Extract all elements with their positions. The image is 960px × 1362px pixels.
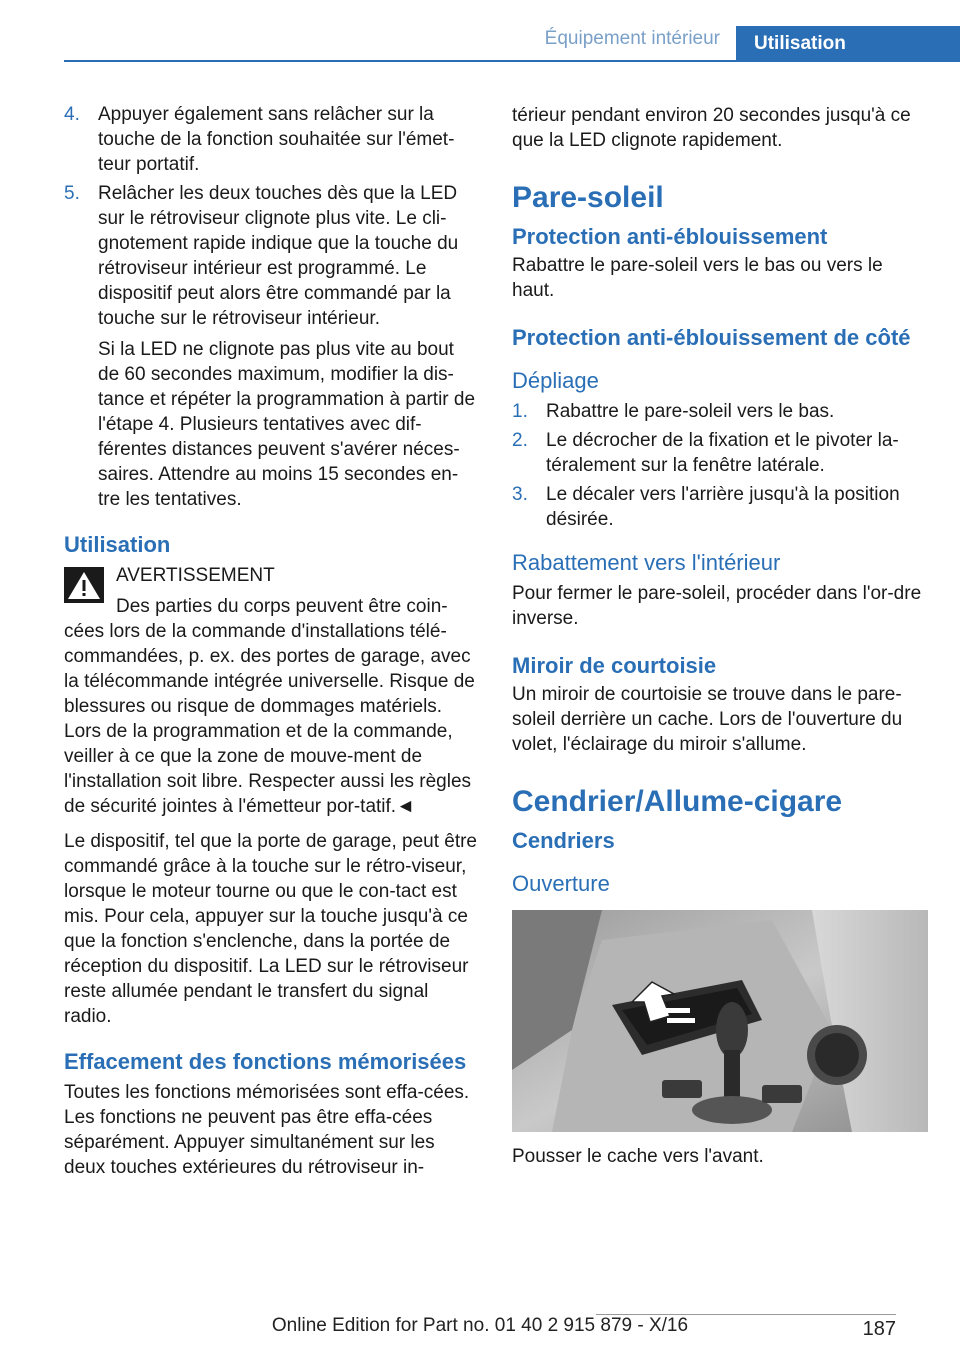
step-text: Appuyer également sans relâcher sur la touche de la fonction souhaitée sur l'émet‐teur portatif. — [98, 104, 455, 175]
warning-block — [64, 563, 480, 819]
heading-effacement: Effacement des fonctions mémorisées — [64, 1049, 467, 1074]
footer-edition: Online Edition for Part no. 01 40 2 915 879 - X/16 — [271, 1315, 689, 1336]
step-number: 3. — [512, 484, 528, 505]
step-text: Relâcher les deux touches dès que la LED sur le rétroviseur clignote plus vite. Le cli‐gnotement rapide indique que la touche du rétroviseur intérieur est programmé. Le dispositif peut alors être commandé par la touche sur le rétroviseur intérieur. — [98, 183, 459, 329]
page-number: 187 — [862, 1318, 896, 1340]
left-column — [64, 102, 480, 1190]
warning-icon — [64, 567, 104, 603]
step-number: 1. — [512, 401, 528, 422]
list-item — [64, 181, 480, 331]
list-item — [512, 428, 928, 478]
heading-cendrier: Cendrier/Allume-cigare — [512, 785, 843, 818]
list-item — [512, 482, 928, 532]
heading-utilisation: Utilisation — [64, 532, 171, 557]
effacement-text: Toutes les fonctions mémorisées sont effa‐cées. Les fonctions ne peuvent pas être effa‐cées séparément. Appuyer simultanément sur les deux touches extérieures du rétroviseur in‐ — [64, 1082, 470, 1178]
heading-depliage: Dépliage — [512, 368, 599, 393]
heading-rabattement: Rabattement vers l'intérieur — [512, 550, 781, 575]
miroir-text: Un miroir de courtoisie se trouve dans le pare-soleil derrière un cache. Lors de l'ouverture du volet, l'éclairage du miroir s'allume. — [512, 684, 903, 755]
ashtray-photo — [512, 910, 928, 1132]
step-text: Le décrocher de la fixation et le pivoter la‐téralement sur la fenêtre latérale. — [546, 430, 899, 476]
photo-caption: Pousser le cache vers l'avant. — [512, 1146, 764, 1167]
heading-pare-soleil: Pare-soleil — [512, 181, 664, 214]
list-item — [64, 102, 480, 177]
heading-miroir: Miroir de courtoisie — [512, 653, 717, 678]
step-number: 4. — [64, 104, 80, 125]
utilisation-text: Le dispositif, tel que la porte de garage, peut être commandé grâce à la touche sur le rétro‐viseur, lorsque le moteur tourne ou que le con‐tact est mis. Pour cela, appuyer sur la touche jusqu'à ce que la fonction s'enclenche, dans la portée de réception du dispositif. La LED sur le rétroviseur reste allumée pendant le transfert du signal radio. — [64, 831, 477, 1027]
warning-text: Des parties du corps peuvent être coin‐cées lors de la commande d'installations télé‐commandées, p. ex. des portes de garage, avec la télécommande intégrée universelle. Risque de blessures ou risque de dommages matériels. Lors de la programmation et de la commande, veiller à ce que la zone de mouve‐ment de l'installation soit libre. Respecter aussi les règles de sécurité jointes à l'émetteur por‐tatif.◄ — [64, 596, 475, 817]
heading-protection-cote: Protection anti-éblouissement de côté — [512, 325, 911, 350]
step-text: Rabattre le pare-soleil vers le bas. — [546, 401, 835, 422]
step-note: Si la LED ne clignote pas plus vite au bout de 60 secondes maximum, modifier la dis‐tance et répéter la programmation à partir de l'étape 4. Plusieurs tentatives avec dif‐férentes distances peuvent s'avérer néces‐saires. Attendre au moins 15 secondes en‐tre les tentatives. — [98, 339, 476, 510]
heading-ouverture: Ouverture — [512, 871, 610, 896]
warning-title: AVERTISSEMENT — [116, 565, 275, 586]
header-section: Équipement intérieur — [544, 28, 720, 49]
rabattement-text: Pour fermer le pare-soleil, procéder dans l'or‐dre inverse. — [512, 583, 922, 629]
step-text: Le décaler vers l'arrière jusqu'à la position désirée. — [546, 484, 900, 530]
heading-cendriers: Cendriers — [512, 828, 615, 853]
header-tab: Utilisation — [736, 26, 960, 62]
right-column — [512, 103, 928, 1179]
continued-text: térieur pendant environ 20 secondes jusqu'à ce que la LED clignote rapidement. — [512, 105, 911, 151]
protection-text: Rabattre le pare-soleil vers le bas ou vers le haut. — [512, 255, 883, 301]
list-item — [512, 399, 928, 424]
step-number: 2. — [512, 430, 528, 451]
heading-protection: Protection anti-éblouissement — [512, 224, 828, 249]
step-number: 5. — [64, 183, 80, 204]
